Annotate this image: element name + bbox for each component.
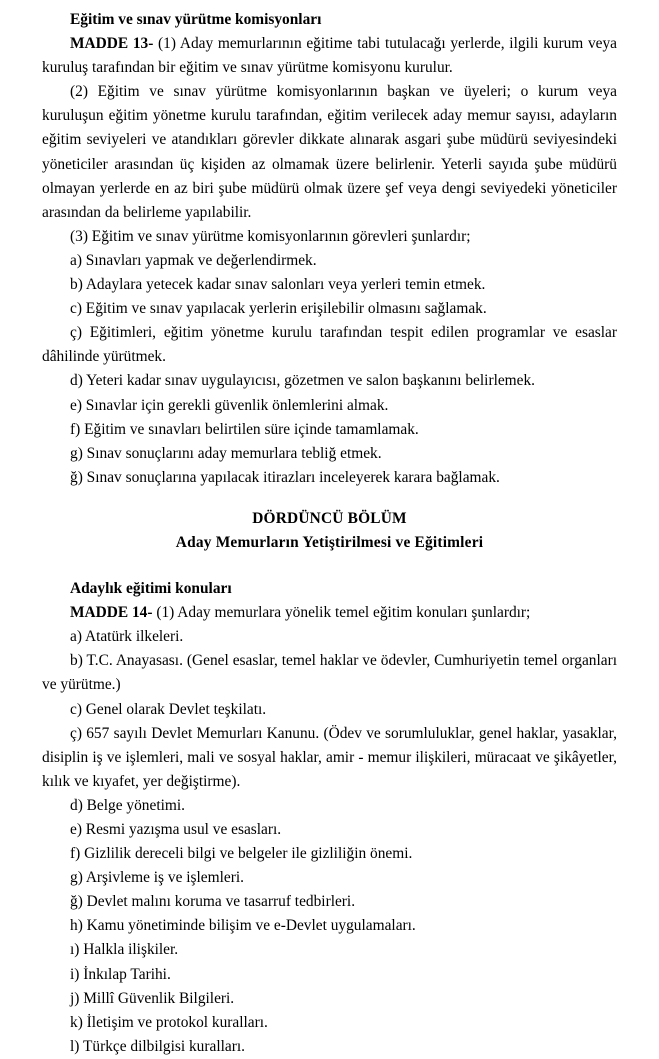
spacer-before-section-14	[42, 555, 617, 577]
section-14-item-f: f) Gizlilik dereceli bilgi ve belgeler ile gizliliğin önemi.	[70, 845, 413, 863]
article-13-paragraph-1-text: (1) Aday memurlarının eğitime tabi tutulacağı yerlerde, ilgili kurum veya kuruluş tarafından bir eğitim ve sınav yürütme komisyonu kurulur.	[42, 35, 618, 77]
section-14-paragraph-1	[42, 601, 617, 625]
section-13-item-c: c) Eğitim ve sınav yapılacak yerlerin erişilebilir olmasını sağlamak.	[70, 300, 487, 318]
spacer-before-chapter	[42, 490, 617, 507]
section-13-item-f: f) Eğitim ve sınavları belirtilen süre içinde tamamlamak.	[70, 420, 419, 438]
section-14-item-c-cedilla: ç) 657 sayılı Devlet Memurları Kanunu. (Ödev ve sorumluluklar, genel haklar, yasaklar, disiplin iş ve işlemleri, mali ve sosyal haklar, amir - memur ilişkileri, müracaat ve şikâyetler, kılık ve kıyafet, yer değiştirme).	[42, 724, 617, 790]
section-14-item-g-breve: ğ) Devlet malını koruma ve tasarruf tedbirleri.	[70, 893, 356, 911]
section-14-item-dotless-i: ı) Halkla ilişkiler.	[70, 941, 179, 959]
section-14-item-j: j) Millî Güvenlik Bilgileri.	[70, 989, 235, 1007]
section-14-item-c: c) Genel olarak Devlet teşkilatı.	[70, 700, 267, 718]
section-13-item-e: e) Sınavlar için gerekli güvenlik önlemlerini almak.	[70, 396, 389, 414]
section-14-item-k: k) İletişim ve protokol kuralları.	[70, 1013, 268, 1031]
section-14-item-g: g) Arşivleme iş ve işlemleri.	[70, 869, 244, 887]
section-14-item-l: l) Türkçe dilbilgisi kuralları.	[70, 1037, 245, 1055]
section-14-item-i: i) İnkılap Tarihi.	[70, 965, 171, 983]
document-body	[42, 8, 617, 1059]
section-14-heading: Adaylık eğitimi konuları	[70, 580, 232, 598]
section-14-item-h: h) Kamu yönetiminde bilişim ve e-Devlet uygulamaları.	[70, 917, 416, 935]
section-13-item-g-breve: ğ) Sınav sonuçlarına yapılacak itirazları inceleyerek karara bağlamak.	[70, 468, 500, 486]
article-14-paragraph-1-text: (1) Aday memurlara yönelik temel eğitim konuları şunlardır;	[152, 604, 531, 622]
section-13-item-g: g) Sınav sonuçlarını aday memurlara tebliğ etmek.	[70, 444, 382, 462]
chapter-subject-title: Aday Memurların Yetiştirilmesi ve Eğitimleri	[175, 533, 484, 551]
section-13-item-a: a) Sınavları yapmak ve değerlendirmek.	[70, 251, 317, 269]
section-13-paragraph-2: (2) Eğitim ve sınav yürütme komisyonlarının başkan ve üyeleri; o kurum veya kuruluşun eğitim yönetme kurulu tarafından, eğitim verilecek aday memur sayısı, adayların eğitim seviyeleri ve atandıkları görevler dikkate alınarak asgari şube müdürü seviyesindeki yöneticiler arasından üç kişiden az olmamak üzere belirlenir. Yeterli sayıda şube müdürü olmayan yerlerde en az biri şube müdürü olmak üzere şef veya dengi seviyedeki yöneticiler arasından da belirleme yapılabilir.	[42, 83, 617, 221]
section-13-item-c-cedilla: ç) Eğitimleri, eğitim yönetme kurulu tarafından tespit edilen programlar ve esaslar dâhilinde yürütmek.	[42, 324, 617, 366]
article-14-label: MADDE 14-	[70, 604, 153, 622]
section-13-paragraph-1	[42, 32, 617, 80]
section-13-heading: Eğitim ve sınav yürütme komisyonları	[70, 11, 322, 28]
section-13-paragraph-3: (3) Eğitim ve sınav yürütme komisyonlarının görevleri şunlardır;	[70, 227, 471, 245]
section-14-item-a: a) Atatürk ilkeleri.	[70, 628, 184, 646]
section-14-item-d: d) Belge yönetimi.	[70, 796, 185, 814]
section-13-item-d: d) Yeteri kadar sınav uygulayıcısı, gözetmen ve salon başkanını belirlemek.	[70, 372, 536, 390]
section-14-item-b: b) T.C. Anayasası. (Genel esaslar, temel haklar ve ödevler, Cumhuriyetin temel organları ve yürütme.)	[42, 652, 617, 694]
article-13-label: MADDE 13-	[70, 35, 154, 53]
section-13-item-b: b) Adaylara yetecek kadar sınav salonları veya yerleri temin etmek.	[70, 276, 486, 294]
chapter-number-title: DÖRDÜNCÜ BÖLÜM	[252, 509, 407, 527]
section-14-item-e: e) Resmi yazışma usul ve esasları.	[70, 821, 282, 838]
